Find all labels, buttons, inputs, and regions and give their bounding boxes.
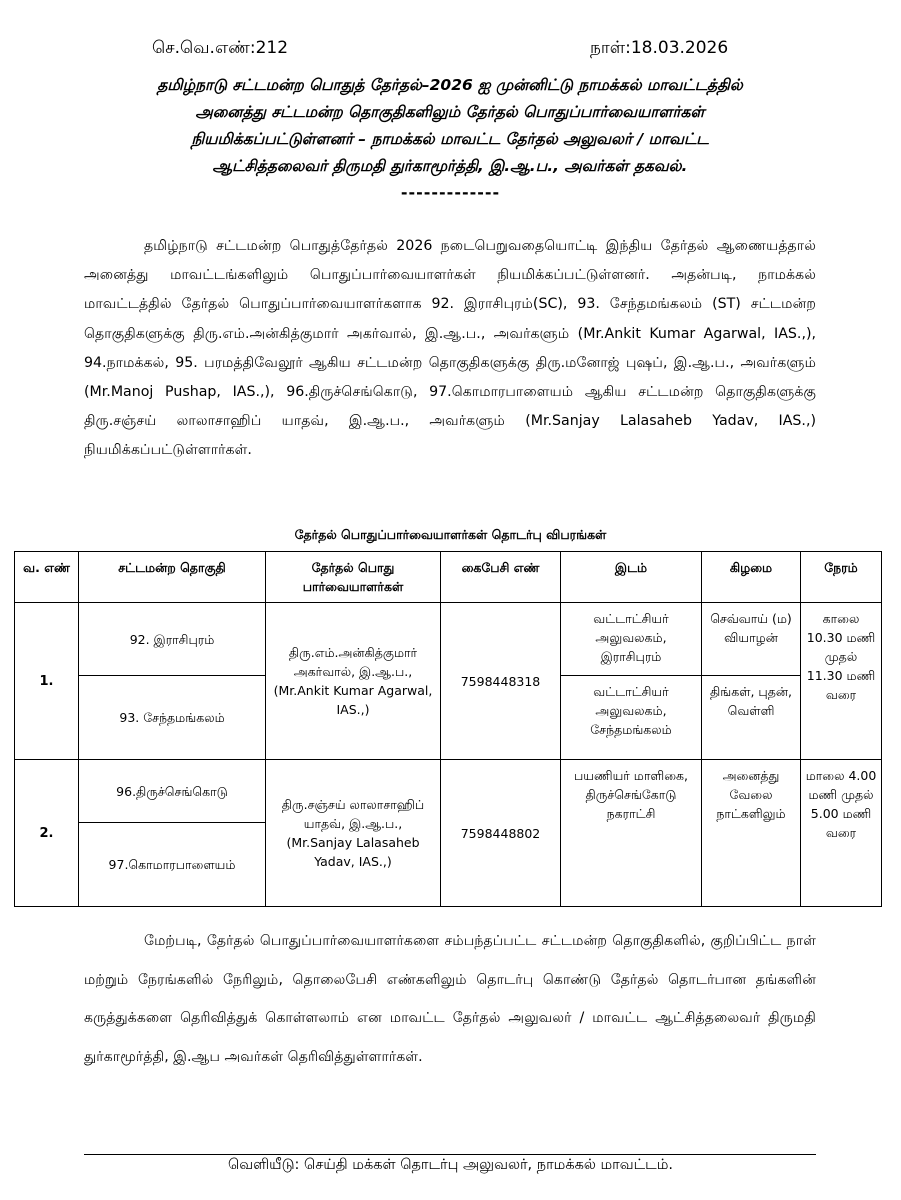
observer-cell: திரு.எம்.அன்கித்குமார் அகர்வால், இ.ஆ.ப., (Mr.Ankit Kumar Agarwal, IAS.,)	[266, 603, 441, 760]
table-row	[15, 760, 882, 823]
release-date: நாள்:18.03.2026	[590, 38, 729, 58]
table-row	[15, 603, 882, 676]
header-serial: வ. எண்	[15, 552, 79, 603]
header-time: நேரம்	[801, 552, 882, 603]
title-separator: -------------	[400, 183, 501, 202]
place-cell: வட்டாட்சியர் அலுவலகம், இராசிபுரம்	[561, 603, 702, 676]
press-release-title	[40, 72, 860, 180]
header-day: கிழமை	[702, 552, 801, 603]
reference-number: செ.வெ.எண்:212	[152, 38, 289, 58]
day-cell: திங்கள், புதன், வெள்ளி	[702, 676, 801, 760]
title-line: ஆட்சித்தலைவர் திருமதி துர்காமூர்த்தி, இ.ஆ.ப., அவர்கள் தகவல்.	[212, 157, 688, 175]
header-constituency: சட்டமன்ற தொகுதி	[79, 552, 266, 603]
title-line: தமிழ்நாடு சட்டமன்ற பொதுத் தேர்தல்–2026 ஐ முன்னிட்டு நாமக்கல் மாவட்டத்தில்	[157, 76, 743, 94]
constituency-cell: 96.திருச்செங்கொடு	[79, 760, 266, 823]
mobile-cell: 7598448802	[441, 760, 561, 907]
table-header-row	[15, 552, 882, 603]
place-cell: வட்டாட்சியர் அலுவலகம், சேந்தமங்கலம்	[561, 676, 702, 760]
footer-divider	[84, 1154, 816, 1155]
constituency-cell: 97.கொமாரபாளையம்	[79, 823, 266, 907]
constituency-cell: 92. இராசிபுரம்	[79, 603, 266, 676]
intro-paragraph	[84, 232, 816, 466]
serial-cell: 2.	[15, 760, 79, 907]
place-cell: பயணியர் மாளிகை, திருச்செங்கோடு நகராட்சி	[561, 760, 702, 907]
day-cell: அனைத்து வேலை நாட்களிலும்	[702, 760, 801, 907]
release-footer: வெளியீடு: செய்தி மக்கள் தொடர்பு அலுவலர், நாமக்கல் மாவட்டம்.	[227, 1157, 673, 1173]
time-cell: மாலை 4.00 மணி முதல் 5.00 மணி வரை	[801, 760, 882, 907]
observer-contact-table	[14, 551, 882, 907]
constituency-cell: 93. சேந்தமங்கலம்	[79, 676, 266, 760]
closing-paragraph-text: மேற்படி, தேர்தல் பொதுப்பார்வையாளர்களை சம்பந்தப்பட்ட சட்டமன்ற தொகுதிகளில், குறிப்பிட்ட நாள் மற்றும் நேரங்களில் நேரிலும், தொலைபேசி எண்களிலும் தொடர்பு கொண்டு தேர்தல் தொடர்பான தங்களின் கருத்துக்களை தெரிவித்துக் கொள்ளலாம் என மாவட்ட தேர்தல் அலுவலர் / மாவட்ட ஆட்சித்தலைவர் திருமதி துர்காமூர்த்தி, இ.ஆப அவர்கள் தெரிவித்துள்ளார்கள்.	[84, 933, 816, 1065]
title-line: நியமிக்கப்பட்டுள்ளனர் – நாமக்கல் மாவட்ட தேர்தல் அலுவலர் / மாவட்ட	[191, 130, 709, 148]
mobile-cell: 7598448318	[441, 603, 561, 760]
table-caption: தேர்தல் பொதுப்பார்வையாளர்கள் தொடர்பு விபரங்கள்	[294, 527, 607, 542]
title-line: அனைத்து சட்டமன்ற தொகுதிகளிலும் தேர்தல் பொதுப்பார்வையாளர்கள்	[195, 103, 705, 121]
day-cell: செவ்வாய் (ம) வியாழன்	[702, 603, 801, 676]
header-mobile: கைபேசி எண்	[441, 552, 561, 603]
header-observer: தேர்தல் பொது பார்வையாளர்கள்	[266, 552, 441, 603]
intro-paragraph-text: தமிழ்நாடு சட்டமன்ற பொதுத்தேர்தல் 2026 நடைபெறுவதையொட்டி இந்திய தேர்தல் ஆணையத்தால் அனைத்து மாவட்டங்களிலும் பொதுப்பார்வையாளர்கள் நியமிக்கப்பட்டுள்ளனர். அதன்படி, நாமக்கல் மாவட்டத்தில் தேர்தல் பொதுப்பார்வையாளர்களாக 92. இராசிபுரம்(SC), 93. சேந்தமங்கலம் (ST) சட்டமன்ற தொகுதிகளுக்கு திரு.எம்.அன்கித்குமார் அகர்வால், இ.ஆ.ப., அவர்களும் (Mr.Ankit Kumar Agarwal, IAS.,), 94.நாமக்கல், 95. பரமத்திவேலூர் ஆகிய சட்டமன்ற தொகுதிகளுக்கு திரு.மனோஜ் புஷப், இ.ஆ.ப., அவர்களும் (Mr.Manoj Pushap, IAS.,), 96.திருச்செங்கொடு, 97.கொமாரபாளையம் ஆகிய சட்டமன்ற தொகுதிகளுக்கு திரு.சஞ்சய் லாலாசாஹிப் யாதவ், இ.ஆ.ப., அவர்களும் (Mr.Sanjay Lalasaheb Yadav, IAS.,) நியமிக்கப்பட்டுள்ளார்கள்.	[84, 238, 816, 459]
header-place: இடம்	[561, 552, 702, 603]
serial-cell: 1.	[15, 603, 79, 760]
time-cell: காலை 10.30 மணி முதல் 11.30 மணி வரை	[801, 603, 882, 760]
closing-paragraph	[84, 922, 816, 1076]
observer-cell: திரு.சஞ்சய் லாலாசாஹிப் யாதவ், இ.ஆ.ப., (Mr.Sanjay Lalasaheb Yadav, IAS.,)	[266, 760, 441, 907]
